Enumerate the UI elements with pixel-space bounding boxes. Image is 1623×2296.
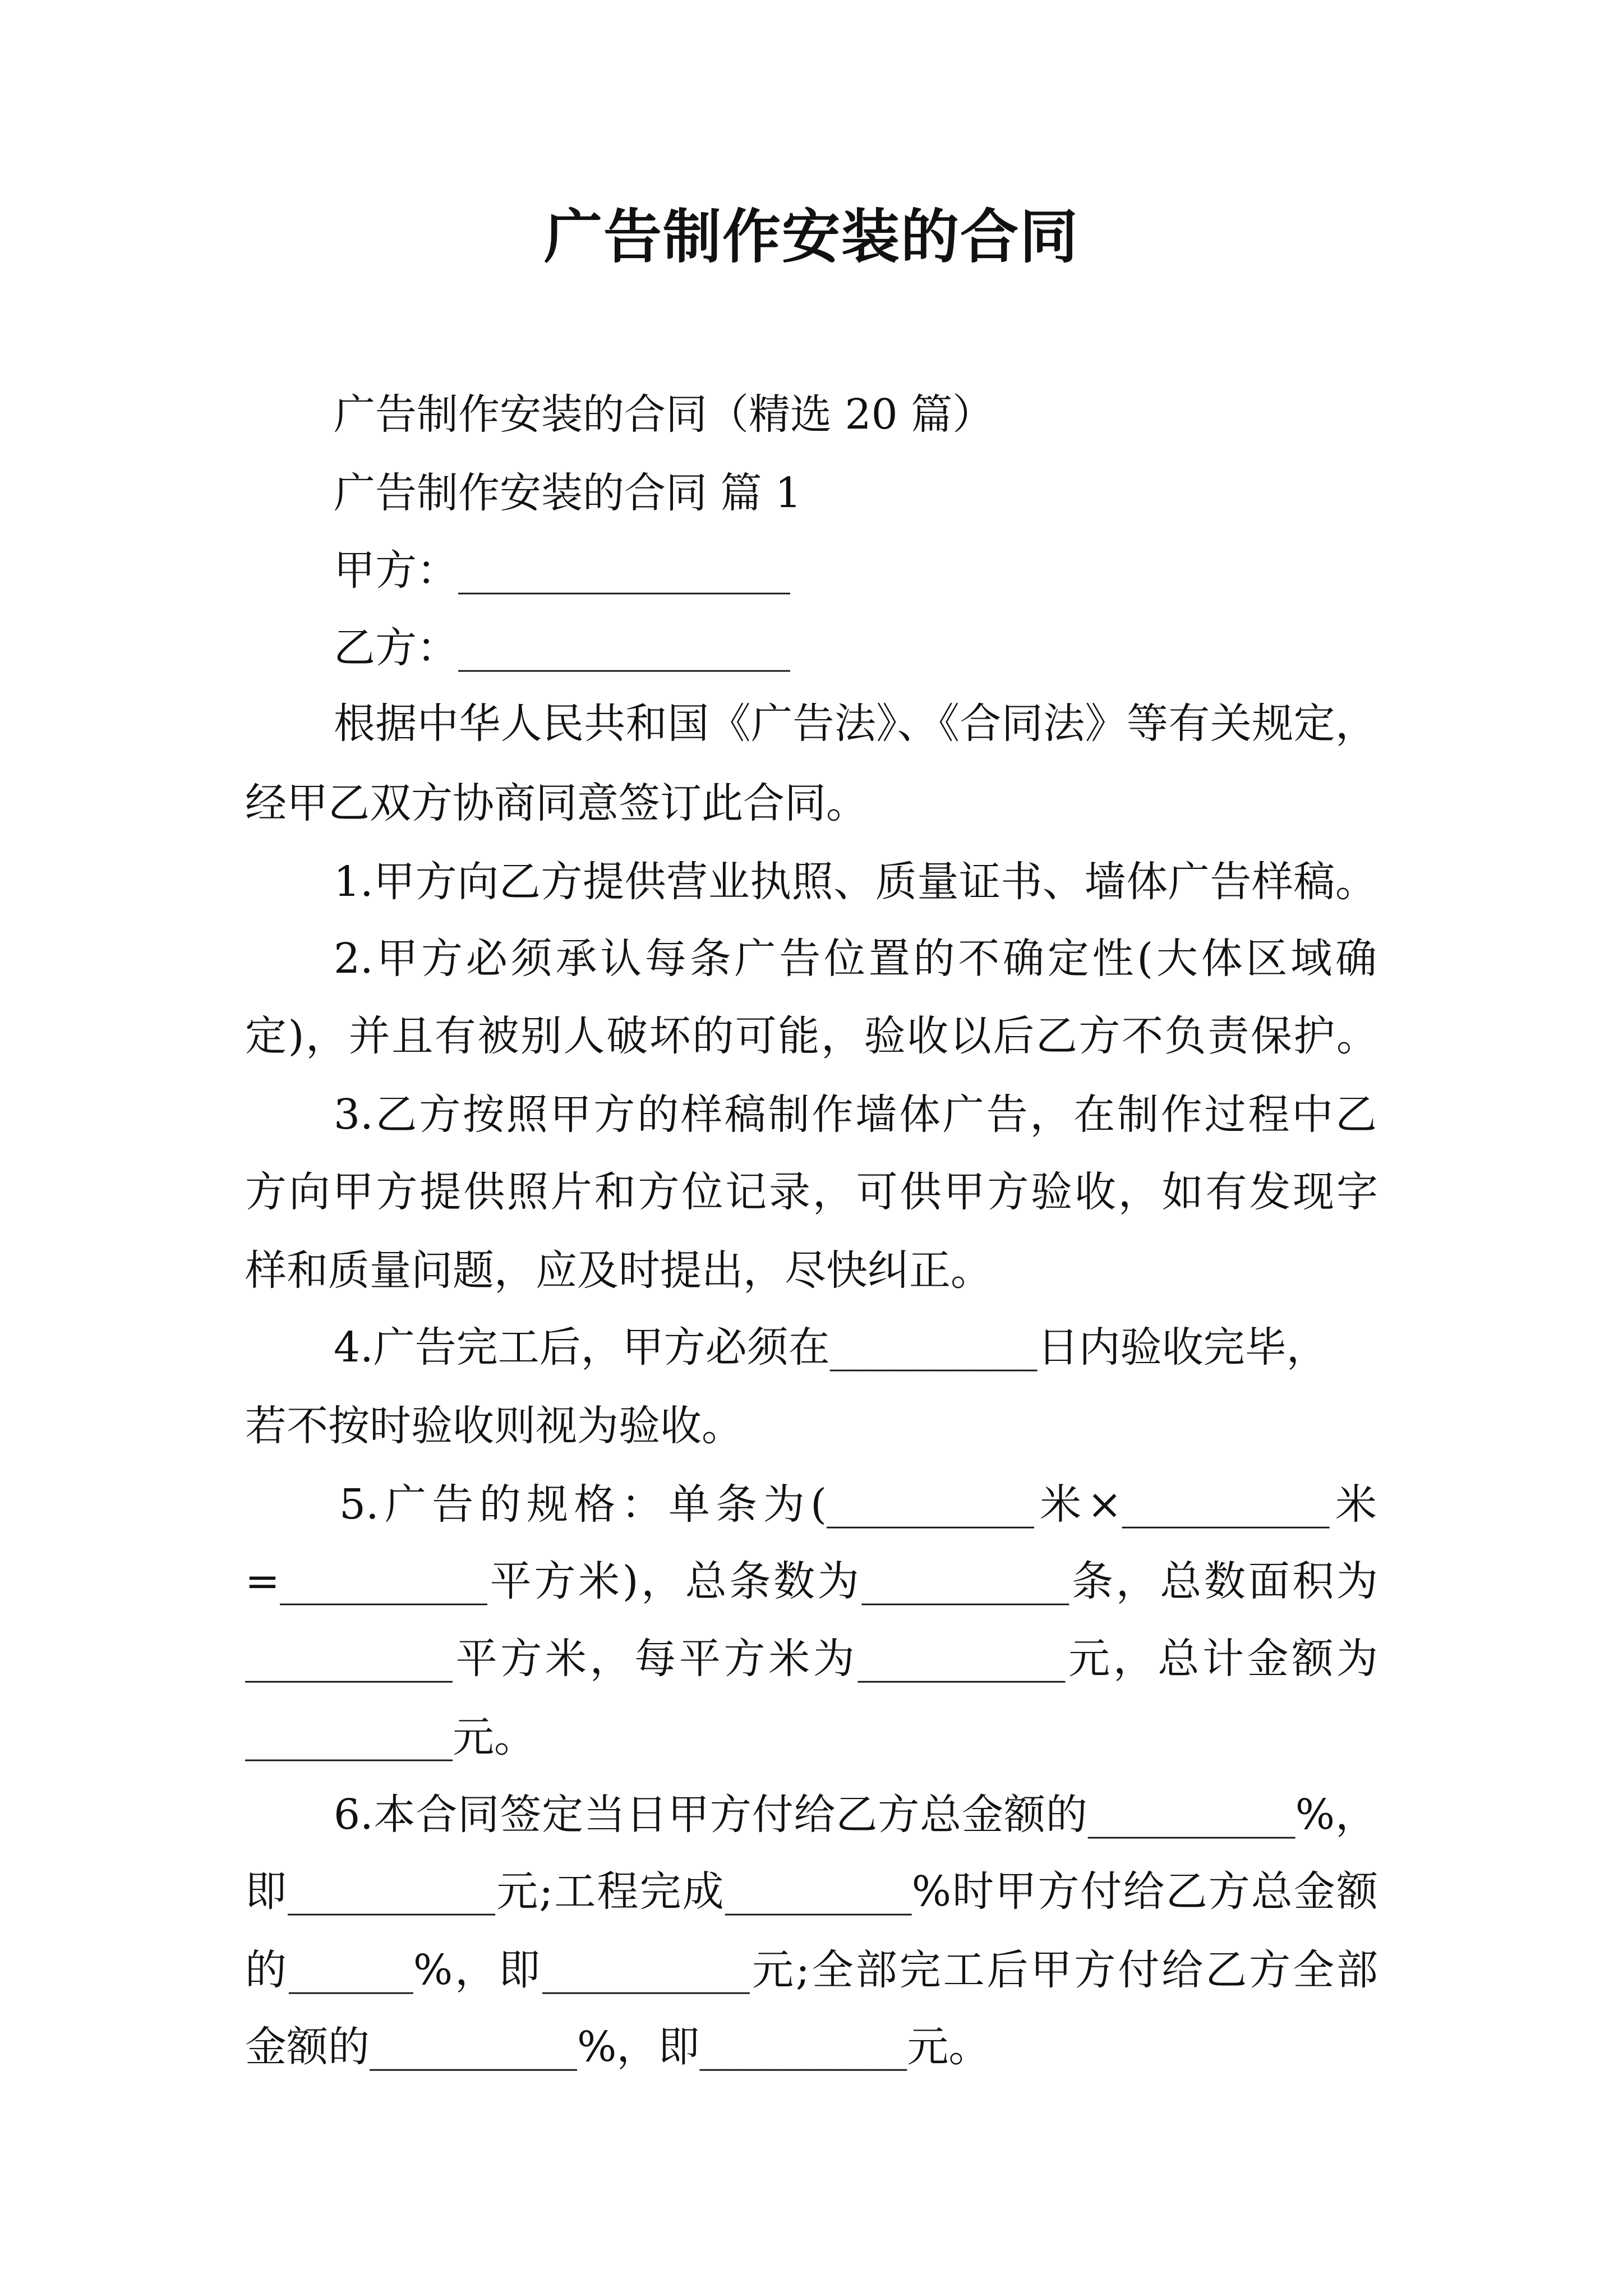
clause-3-line-3: 样和质量问题，应及时提出，尽快纠正。 bbox=[245, 1246, 992, 1295]
clause-6-line-2: 即__________元;工程完成_________%时甲方付给乙方总金额 bbox=[245, 1867, 1378, 1916]
clause-4-line-2: 若不按时验收则视为验收。 bbox=[245, 1402, 743, 1450]
clause-5-line-2: =__________平方米)，总条数为__________条，总数面积为 bbox=[245, 1557, 1378, 1605]
clause-5-line-4: __________元。 bbox=[245, 1713, 536, 1761]
document-title: 广告制作安装的合同 bbox=[543, 202, 1079, 271]
preamble-line-1: 根据中华人民共和国《广告法》、《合同法》等有关规定， bbox=[334, 700, 1377, 748]
clause-6-line-1: 6.本合同签定当日甲方付给乙方总金额的__________%， bbox=[334, 1791, 1377, 1839]
section-heading: 广告制作安装的合同 篇 1 bbox=[334, 469, 802, 517]
subtitle-line: 广告制作安装的合同（精选 20 篇） bbox=[334, 390, 994, 439]
clause-1-line: 1.甲方向乙方提供营业执照、质量证书、墙体广告样稿。 bbox=[334, 858, 1377, 906]
clause-2-line-2: 定)，并且有被别人破坏的可能，验收以后乙方不负责保护。 bbox=[245, 1012, 1378, 1060]
party-a-line: 甲方：________________ bbox=[334, 546, 790, 595]
clause-5-line-1: 5.广告的规格：单条为(__________米×__________米 bbox=[339, 1480, 1377, 1529]
clause-5-line-3: __________平方米，每平方米为__________元，总计金额为 bbox=[245, 1635, 1378, 1683]
clause-3-line-1: 3.乙方按照甲方的样稿制作墙体广告，在制作过程中乙 bbox=[334, 1091, 1377, 1139]
clause-6-line-3: 的______%，即__________元;全部完工后甲方付给乙方全部 bbox=[245, 1946, 1378, 1994]
clause-2-line-1: 2.甲方必须承认每条广告位置的不确定性(大体区域确 bbox=[334, 935, 1377, 983]
preamble-line-2: 经甲乙双方协商同意签订此合同。 bbox=[245, 779, 868, 827]
party-b-line: 乙方：________________ bbox=[334, 624, 790, 672]
clause-6-line-4: 金额的__________%，即__________元。 bbox=[245, 2023, 990, 2071]
clause-3-line-2: 方向甲方提供照片和方位记录，可供甲方验收，如有发现字 bbox=[245, 1168, 1378, 1216]
clause-4-line-1: 4.广告完工后，甲方必须在__________日内验收完毕， bbox=[334, 1323, 1328, 1372]
